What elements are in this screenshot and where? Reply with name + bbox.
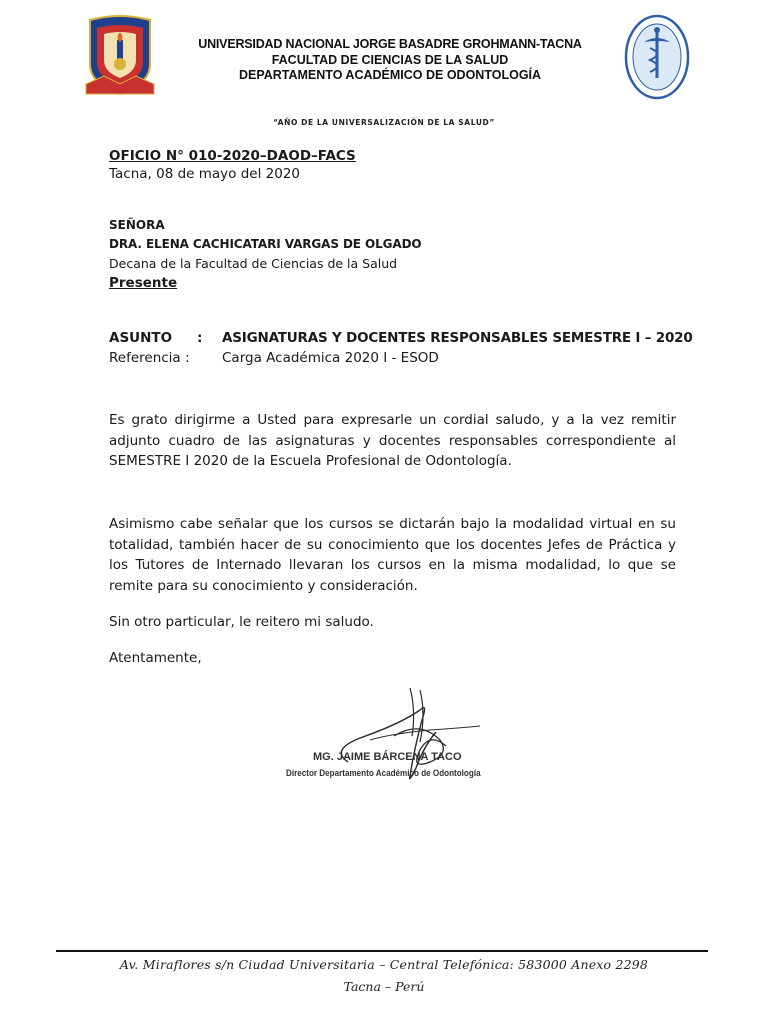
asunto-label: ASUNTO xyxy=(109,330,173,346)
faculty-name: FACULTAD DE CIENCIAS DE LA SALUD xyxy=(271,53,509,67)
university-seal-icon xyxy=(84,14,156,98)
recipient-title: Decana de la Facultad de Ciencias de la Salud xyxy=(109,256,398,271)
body-paragraph-1: Es grato dirigirme a Usted para expresarle un cordial saludo, y a la vez remitir adjunto cuadro de las asignaturas y docentes responsables correspondiente al SEMESTRE I 2020 de la Escuela Profesional de Odontología. xyxy=(109,412,676,469)
dental-faculty-seal-icon xyxy=(624,14,690,100)
university-name: UNIVERSIDAD NACIONAL JORGE BASADRE GROHMANN-TACNA xyxy=(198,37,582,51)
referencia-label: Referencia : xyxy=(109,350,190,366)
signatory-name: MG. JAIME BÁRCENA TACO xyxy=(313,751,462,763)
footer-city: Tacna – Perú xyxy=(343,979,425,994)
date-line: Tacna, 08 de mayo del 2020 xyxy=(109,166,300,182)
footer-address: Av. Miraflores s/n Ciudad Universitaria – Central Telefónica: 583000 Anexo 2298 xyxy=(119,957,649,972)
asunto-colon: : xyxy=(197,330,203,346)
salutation: SEÑORA xyxy=(109,218,165,232)
footer-divider xyxy=(56,950,708,952)
referencia-value: Carga Académica 2020 I - ESOD xyxy=(222,350,439,366)
presente-label: Presente xyxy=(109,275,178,291)
oficio-number: OFICIO N° 010-2020–DAOD–FACS xyxy=(109,148,356,164)
signatory-title: Director Departamento Académico de Odontología xyxy=(286,768,481,778)
recipient-name: DRA. ELENA CACHICATARI VARGAS DE OLGADO xyxy=(109,237,422,251)
body-paragraph-3: Sin otro particular, le reitero mi saludo. xyxy=(109,614,374,630)
year-motto: “AÑO DE LA UNIVERSALIZACIÓN DE LA SALUD” xyxy=(273,118,495,127)
body-paragraph-2: Asimismo cabe señalar que los cursos se dictarán bajo la modalidad virtual en su totalidad, también hacer de su conocimiento que los docentes Jefes de Práctica y los Tutores de Internado llevaran los cursos en la misma modalidad, lo que se remite para su conocimiento y consideración. xyxy=(109,516,676,594)
closing: Atentamente, xyxy=(109,650,202,666)
asunto-value: ASIGNATURAS Y DOCENTES RESPONSABLES SEMESTRE I – 2020 xyxy=(222,330,693,346)
department-name: DEPARTAMENTO ACADÉMICO DE ODONTOLOGÍA xyxy=(238,68,542,82)
